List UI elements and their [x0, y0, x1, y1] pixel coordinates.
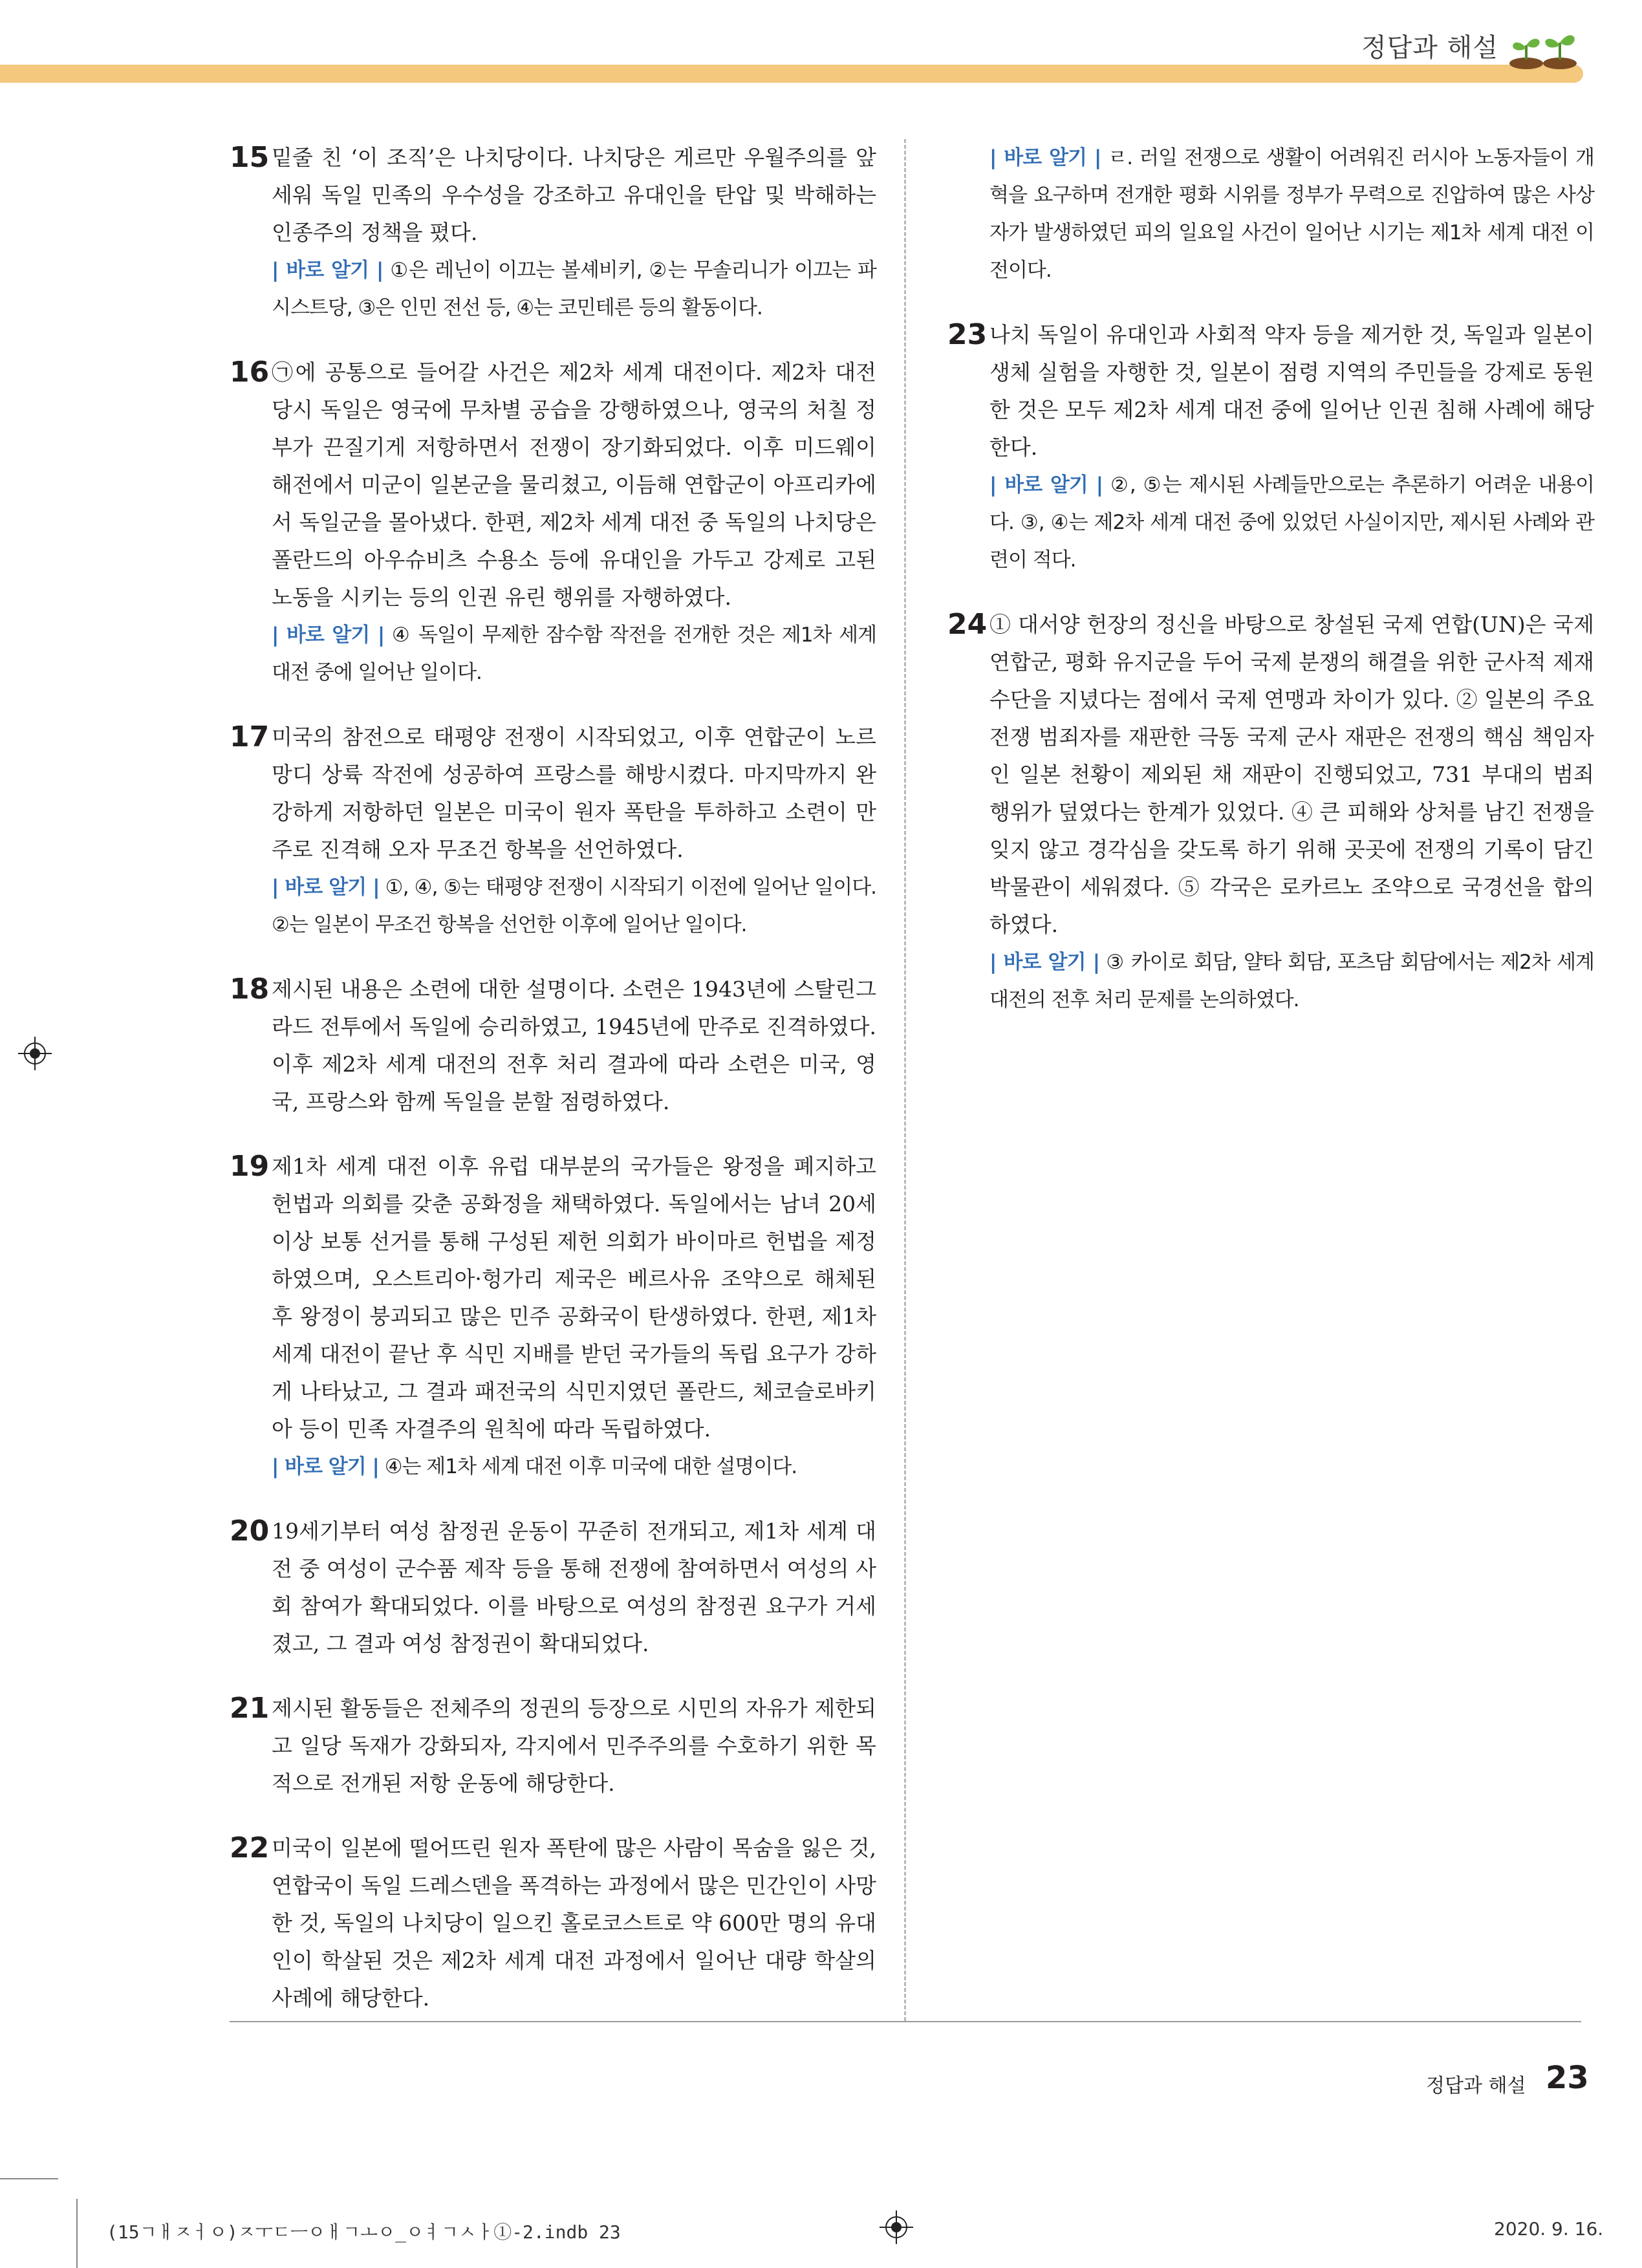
- correction-label: | 바로 알기 |: [272, 259, 383, 282]
- item-number: 23: [947, 318, 988, 351]
- correction-note: [989, 139, 1594, 289]
- item-explanation: ㉠에 공통으로 들어갈 사건은 제2차 세계 대전이다. 제2차 대전 당시 독일은 영국에 무차별 공습을 강행하였으나, 영국의 처칠 정부가 끈질기게 저항하면서 전쟁이 장기화되었다. 이후 미드웨이 해전에서 미군이 일본군을 물리쳤고, 이듬해 연합군이 아프리카에서 독일군을 몰아냈다. 한편, 제2차 세계 대전 중 독일의 나치당은 폴란드의 아우슈비츠 수용소 등에 유대인을 가두고 강제로 고된 노동을 시키는 등의 인권 유린 행위를 자행하였다.: [272, 360, 876, 610]
- correction-note: [989, 466, 1594, 579]
- item-number: 24: [947, 608, 988, 641]
- registration-mark-icon: [880, 2210, 913, 2244]
- item-number: 16: [230, 356, 270, 389]
- answer-item-19: [230, 1148, 876, 1485]
- crop-mark: [76, 2199, 78, 2268]
- correction-label: | 바로 알기 |: [272, 876, 380, 899]
- footer-rule: [230, 2021, 1581, 2022]
- correction-label: | 바로 알기 |: [989, 951, 1100, 974]
- correction-text: ④는 제1차 세계 대전 이후 미국에 대한 설명이다.: [384, 1455, 797, 1478]
- crop-mark: [0, 2178, 58, 2179]
- correction-note: [272, 616, 876, 691]
- answer-item-21: [230, 1690, 876, 1802]
- registration-mark-icon: [18, 1037, 52, 1070]
- footer-title: 정답과 해설: [1426, 2075, 1526, 2097]
- item-explanation: 밑줄 친 ‘이 조직’은 나치당이다. 나치당은 게르만 우월주의를 앞세워 독일 민족의 우수성을 강조하고 유대인을 탄압 및 박해하는 인종주의 정책을 폈다.: [272, 145, 876, 245]
- answer-item-22: [230, 1830, 876, 2017]
- answer-item-16: [230, 354, 876, 691]
- sprout-icon: [1507, 26, 1578, 71]
- print-slug-file: (15ㄱㅐㅈㅓㅇ)ㅈㅜㄷㅡㅇㅐㄱㅗㅇ_ㅇㅕㄱㅅㅏ①-2.indb 23: [107, 2221, 621, 2243]
- correction-label: | 바로 알기 |: [989, 473, 1103, 497]
- correction-text: ㄹ. 러일 전쟁으로 생활이 어려워진 러시아 노동자들이 개혁을 요구하며 전개한 평화 시위를 정부가 무력으로 진압하여 많은 사상자가 발생하였던 피의 일요일 사건이 일어난 시기는 제1차 세계 대전 이전이다.: [989, 146, 1594, 282]
- item-explanation: 미국이 일본에 떨어뜨린 원자 폭탄에 많은 사람이 목숨을 잃은 것, 연합국이 독일 드레스덴을 폭격하는 과정에서 많은 민간인이 사망한 것, 독일의 나치당이 일으킨 홀로코스트로 약 600만 명의 유대인이 학살된 것은 제2차 세계 대전 과정에서 일어난 대량 학살의 사례에 해당한다.: [272, 1835, 876, 2011]
- correction-note: [272, 252, 876, 327]
- answer-item-22-note: [947, 139, 1594, 289]
- header-accent-bar: [0, 65, 1583, 83]
- answer-item-17: [230, 718, 876, 944]
- answer-item-24: [947, 606, 1594, 1019]
- correction-note: [989, 944, 1594, 1019]
- item-number: 19: [230, 1150, 270, 1183]
- header-title: 정답과 해설: [1361, 33, 1498, 63]
- correction-text: ①, ④, ⑤는 태평양 전쟁이 시작되기 이전에 일어난 일이다. ②는 일본이 무조건 항복을 선언한 이후에 일어난 일이다.: [272, 876, 876, 936]
- item-explanation: 제시된 활동들은 전체주의 정권의 등장으로 시민의 자유가 제한되고 일당 독재가 강화되자, 각지에서 민주주의를 수호하기 위한 목적으로 전개된 저항 운동에 해당한다.: [272, 1696, 876, 1796]
- column-divider: [904, 139, 906, 2021]
- answer-item-18: [230, 971, 876, 1121]
- item-number: 17: [230, 720, 270, 753]
- answer-item-20: [230, 1513, 876, 1663]
- page-number: 23: [1546, 2060, 1589, 2096]
- item-explanation: 미국의 참전으로 태평양 전쟁이 시작되었고, 이후 연합군이 노르망디 상륙 작전에 성공하여 프랑스를 해방시켰다. 마지막까지 완강하게 저항하던 일본은 미국이 원자 폭탄을 투하하고 소련이 만주로 진격해 오자 무조건 항복을 선언하였다.: [272, 724, 876, 862]
- correction-note: [272, 1448, 876, 1485]
- correction-label: | 바로 알기 |: [989, 146, 1101, 169]
- item-number: 20: [230, 1515, 270, 1548]
- print-slug-date: 2020. 9. 16.: [1494, 2218, 1604, 2240]
- correction-note: [272, 869, 876, 944]
- left-column: [230, 139, 876, 2044]
- right-column: [947, 139, 1594, 1046]
- correction-text: ②, ⑤는 제시된 사례들만으로는 추론하기 어려운 내용이다. ③, ④는 제2차 세계 대전 중에 있었던 사실이지만, 제시된 사례와 관련이 적다.: [989, 473, 1595, 572]
- correction-label: | 바로 알기 |: [272, 623, 385, 647]
- correction-text: ③ 카이로 회담, 얄타 회담, 포츠담 회담에서는 제2차 세계 대전의 전후 처리 문제를 논의하였다.: [989, 951, 1594, 1011]
- item-explanation: ① 대서양 헌장의 정신을 바탕으로 창설된 국제 연합(UN)은 국제 연합군, 평화 유지군을 두어 국제 분쟁의 해결을 위한 군사적 제재 수단을 지녔다는 점에서 국제 연맹과 차이가 있다. ② 일본의 주요 전쟁 범죄자를 재판한 극동 국제 군사 재판은 전쟁의 핵심 책임자인 일본 천황이 제외된 채 재판이 진행되었고, 731 부대의 범죄 행위가 덮였다는 한계가 있었다. ④ 큰 피해와 상처를 남긴 전쟁을 잊지 않고 경각심을 갖도록 하기 위해 곳곳에 전쟁의 기록이 담긴 박물관이 세워졌다. ⑤ 각국은 로카르노 조약으로 국경선을 합의하였다.: [989, 612, 1594, 937]
- item-explanation: 제시된 내용은 소련에 대한 설명이다. 소련은 1943년에 스탈린그라드 전투에서 독일에 승리하였고, 1945년에 만주로 진격하였다. 이후 제2차 세계 대전의 전후 처리 결과에 따라 소련은 미국, 영국, 프랑스와 함께 독일을 분할 점령하였다.: [272, 977, 876, 1114]
- item-number: 18: [230, 973, 270, 1006]
- item-explanation: 나치 독일이 유대인과 사회적 약자 등을 제거한 것, 독일과 일본이 생체 실험을 자행한 것, 일본이 점령 지역의 주민들을 강제로 동원한 것은 모두 제2차 세계 대전 중에 일어난 인권 침해 사례에 해당한다.: [989, 322, 1594, 460]
- answer-item-15: [230, 139, 876, 327]
- item-number: 15: [230, 141, 270, 174]
- correction-label: | 바로 알기 |: [272, 1455, 379, 1478]
- correction-text: ④ 독일이 무제한 잠수함 작전을 전개한 것은 제1차 세계 대전 중에 일어난 일이다.: [272, 623, 877, 684]
- item-explanation: 제1차 세계 대전 이후 유럽 대부분의 국가들은 왕정을 폐지하고 헌법과 의회를 갖춘 공화정을 채택하였다. 독일에서는 남녀 20세 이상 보통 선거를 통해 구성된 제헌 의회가 바이마르 헌법을 제정하였으며, 오스트리아·헝가리 제국은 베르사유 조약으로 해체된 후 왕정이 붕괴되고 많은 민주 공화국이 탄생하였다. 한편, 제1차 세계 대전이 끝난 후 식민 지배를 받던 국가들의 독립 요구가 강하게 나타났고, 그 결과 패전국의 식민지였던 폴란드, 체코슬로바키아 등이 민족 자결주의 원칙에 따라 독립하였다.: [272, 1154, 876, 1442]
- item-number: 22: [230, 1831, 270, 1864]
- item-explanation: 19세기부터 여성 참정권 운동이 꾸준히 전개되고, 제1차 세계 대전 중 여성이 군수품 제작 등을 통해 전쟁에 참여하면서 여성의 사회 참여가 확대되었다. 이를 바탕으로 여성의 참정권 요구가 거세졌고, 그 결과 여성 참정권이 확대되었다.: [272, 1518, 876, 1656]
- item-number: 21: [230, 1692, 270, 1725]
- answer-item-23: [947, 316, 1594, 579]
- correction-text: ①은 레닌이 이끄는 볼셰비키, ②는 무솔리니가 이끄는 파시스트당, ③은 인민 전선 등, ④는 코민테른 등의 활동이다.: [272, 259, 876, 319]
